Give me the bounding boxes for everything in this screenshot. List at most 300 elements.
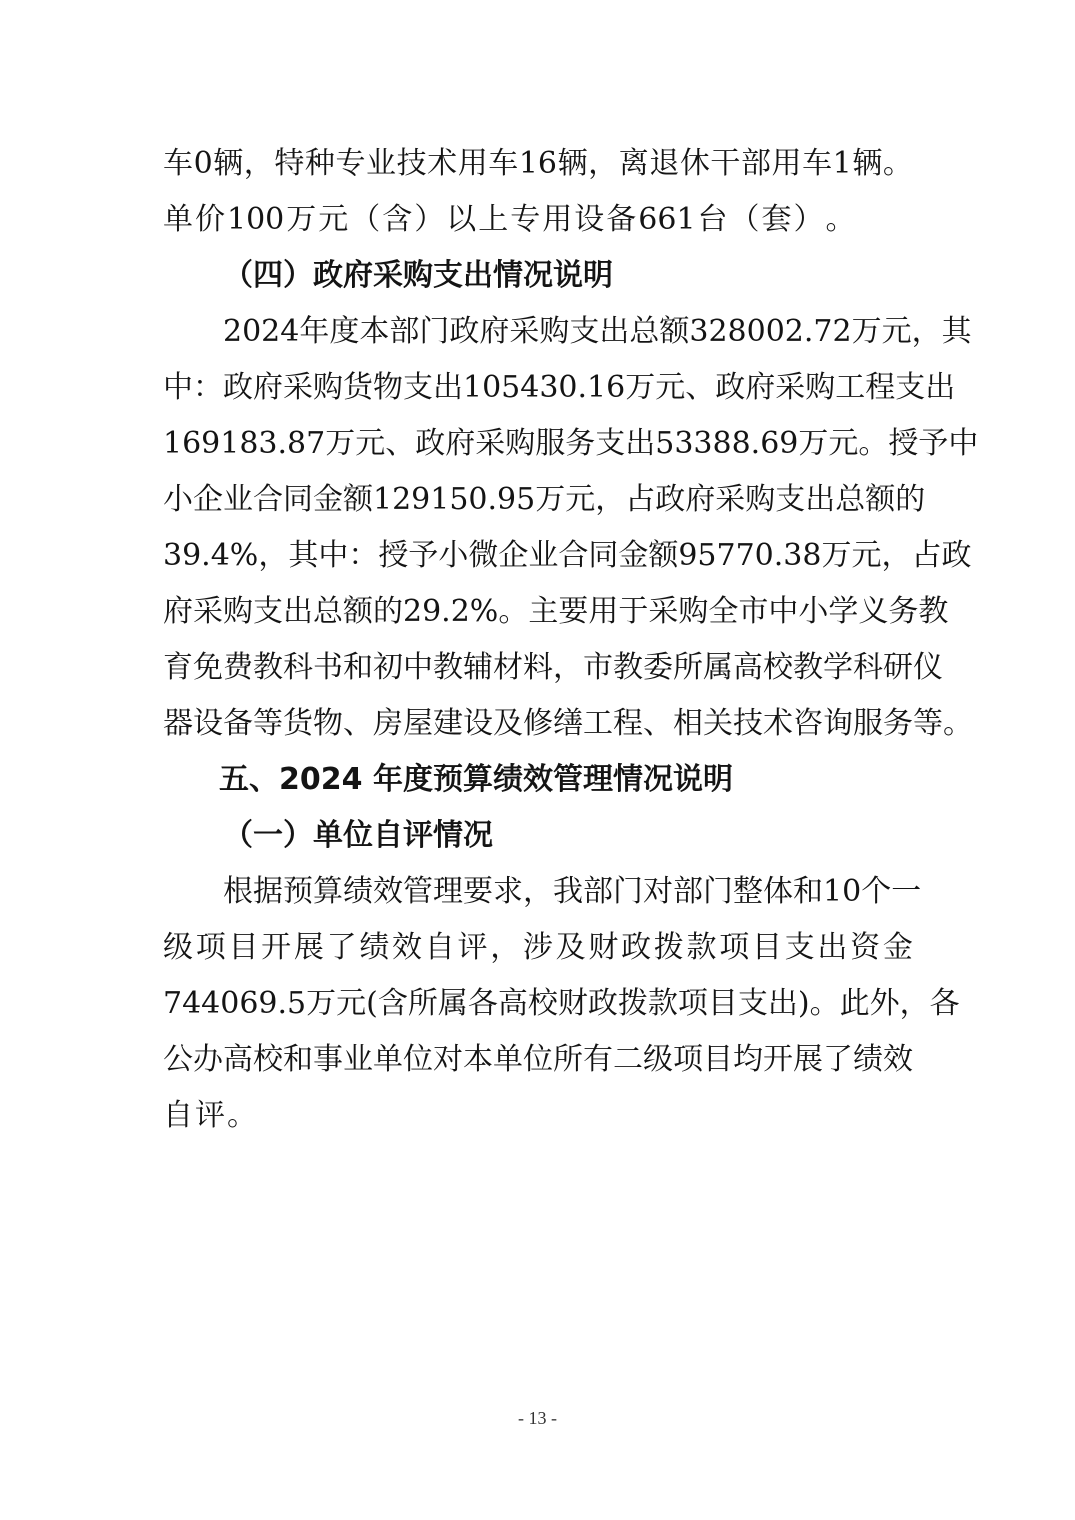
- text-run: 95770.38: [678, 538, 822, 573]
- text-run: 初: [373, 650, 403, 685]
- text-run: 我: [553, 874, 583, 909]
- text-run: 教: [433, 650, 463, 685]
- text-run: 套: [761, 202, 792, 237]
- text-run: 元: [355, 426, 386, 461]
- text-run: ，: [523, 874, 553, 909]
- text-run: 等: [913, 706, 943, 741]
- text-run: 328002.72: [689, 314, 852, 349]
- text-run: (: [366, 986, 378, 1021]
- text-run: 微: [468, 538, 499, 573]
- text-run: 关: [703, 706, 733, 741]
- text-run: 辅: [463, 650, 493, 685]
- text-run: 位: [403, 1042, 433, 1077]
- text-run: 均: [733, 1042, 763, 1077]
- text-run: （: [729, 202, 760, 237]
- text-run: 绩: [343, 874, 373, 909]
- text-line: [163, 584, 949, 640]
- text-run: 额: [648, 538, 679, 573]
- text-run: 含: [382, 202, 413, 237]
- text-run: 出: [805, 482, 836, 517]
- text-run: 合: [253, 482, 283, 517]
- text-run: 相: [673, 706, 703, 741]
- section-heading-5: 五、2024 年度预算绩效管理情况说明: [219, 762, 733, 797]
- text-run: 务: [888, 594, 919, 629]
- text-run: 和: [343, 650, 373, 685]
- text-run: 和: [283, 1042, 313, 1077]
- text-run: 器: [163, 706, 193, 741]
- page-number: - 13 -: [518, 1408, 557, 1428]
- text-run: 、: [343, 706, 373, 741]
- subsection-heading-5-1: （一）单位自评情况: [223, 818, 493, 853]
- text-run: 予: [918, 426, 949, 461]
- text-run: 。: [882, 146, 913, 181]
- text-run: 自: [163, 1098, 193, 1133]
- text-run: 上: [478, 202, 509, 237]
- text-run: 政: [655, 482, 686, 517]
- text-run: 小: [163, 482, 193, 517]
- text-run: 用: [588, 594, 619, 629]
- text-run: 于: [618, 594, 649, 629]
- text-run: 中: [948, 426, 979, 461]
- text-run: 退: [649, 146, 680, 181]
- text-run: 府: [479, 314, 510, 349]
- text-run: 等: [253, 706, 283, 741]
- text-run: 万: [851, 314, 882, 349]
- text-run: 出: [625, 426, 656, 461]
- text-run: 及: [555, 930, 586, 965]
- text-run: ): [797, 986, 810, 1021]
- text-run: 府: [163, 594, 193, 629]
- text-run: 询: [823, 706, 853, 741]
- text-run: 部: [673, 874, 703, 909]
- text-run: 高: [223, 1042, 253, 1077]
- text-run: 料: [523, 650, 553, 685]
- text-run: 额: [865, 482, 896, 517]
- text-run: 支: [775, 482, 806, 517]
- text-run: ，: [553, 650, 583, 685]
- text-run: 开: [261, 930, 292, 965]
- text-run: 采: [509, 314, 540, 349]
- text-run: 据: [253, 874, 283, 909]
- text-run: 元: [565, 482, 596, 517]
- text-run: 129150.95: [373, 482, 536, 517]
- text-run: 免: [193, 650, 223, 685]
- text-run: 用: [771, 146, 802, 181]
- text-run: 科: [853, 650, 883, 685]
- text-run: 企: [498, 538, 529, 573]
- text-run: ，: [588, 146, 619, 181]
- text-run: 物: [373, 370, 403, 405]
- text-run: 展: [793, 1042, 823, 1077]
- text-run: 学: [828, 594, 859, 629]
- text-run: 委: [643, 650, 673, 685]
- text-run: 台: [697, 202, 728, 237]
- text-run: 政: [941, 538, 972, 573]
- text-run: 房: [373, 706, 403, 741]
- text-run: 各: [929, 986, 960, 1021]
- text-run: 整: [733, 874, 763, 909]
- text-run: 。: [825, 202, 856, 237]
- text-line: [163, 1088, 913, 1144]
- text-run: 教: [918, 594, 949, 629]
- text-run: 工: [835, 370, 866, 405]
- text-run: 出: [817, 930, 848, 965]
- text-run: 金: [618, 538, 649, 573]
- text-run: 出: [767, 986, 798, 1021]
- text-run: 支: [737, 986, 768, 1021]
- text-run: 根: [223, 874, 253, 909]
- text-run: 程: [865, 370, 896, 405]
- text-run: 744069.5: [163, 986, 307, 1021]
- text-run: 拨: [617, 986, 648, 1021]
- text-run: 额: [343, 482, 373, 517]
- text-run: 辆: [852, 146, 883, 181]
- text-run: 1: [832, 146, 852, 181]
- text-run: 技: [733, 706, 763, 741]
- text-line: [163, 416, 979, 472]
- text-run: 53388.69: [655, 426, 799, 461]
- text-run: 了: [823, 1042, 853, 1077]
- text-line: [163, 640, 943, 696]
- text-run: 车: [488, 146, 519, 181]
- text-run: 材: [493, 650, 523, 685]
- text-run: 府: [685, 482, 716, 517]
- text-run: 金: [882, 930, 913, 965]
- text-run: 购: [223, 594, 253, 629]
- text-run: 算: [313, 874, 343, 909]
- text-run: 出: [433, 370, 463, 405]
- text-run: 府: [745, 370, 776, 405]
- text-run: 购: [505, 426, 536, 461]
- text-run: 元: [655, 370, 686, 405]
- text-run: 校: [527, 986, 558, 1021]
- text-run: 年: [299, 314, 330, 349]
- text-run: 业: [528, 538, 559, 573]
- text-run: 此: [839, 986, 870, 1021]
- text-run: 项: [195, 930, 226, 965]
- text-run: 车: [163, 146, 193, 181]
- text-run: 对: [433, 1042, 463, 1077]
- text-run: 货: [343, 370, 373, 405]
- text-line: [163, 920, 913, 976]
- text-run: 业: [223, 482, 253, 517]
- text-run: 以: [446, 202, 477, 237]
- text-run: 单: [493, 1042, 523, 1077]
- text-run: 100: [227, 202, 285, 237]
- text-run: 程: [613, 706, 643, 741]
- text-run: 市: [583, 650, 613, 685]
- text-run: 研: [883, 650, 913, 685]
- text-run: 术: [427, 146, 458, 181]
- text-run: 辆: [213, 146, 244, 181]
- text-run: 办: [193, 1042, 223, 1077]
- text-run: 39.4%: [163, 538, 259, 573]
- text-run: 种: [304, 146, 335, 181]
- text-run: 缮: [553, 706, 583, 741]
- text-run: 外: [869, 986, 900, 1021]
- text-run: 离: [618, 146, 649, 181]
- text-run: 政: [223, 370, 253, 405]
- text-run: 万: [286, 202, 317, 237]
- text-run: 个: [861, 874, 892, 909]
- text-run: 书: [313, 650, 343, 685]
- text-run: 政: [621, 930, 652, 965]
- text-run: 要: [463, 874, 493, 909]
- text-run: 全: [708, 594, 739, 629]
- text-run: 效: [392, 930, 423, 965]
- text-run: ）: [414, 202, 445, 237]
- text-run: 专: [510, 202, 541, 237]
- text-run: 目: [707, 986, 738, 1021]
- text-line: [163, 864, 922, 920]
- text-run: 级: [643, 1042, 673, 1077]
- text-run: 备: [606, 202, 637, 237]
- text-run: 额: [659, 314, 690, 349]
- text-run: 对: [643, 874, 673, 909]
- text-run: 评: [457, 930, 488, 965]
- text-run: 购: [678, 594, 709, 629]
- text-run: 展: [293, 930, 324, 965]
- text-run: ，: [258, 538, 289, 573]
- text-line: [163, 304, 972, 360]
- text-run: 教: [613, 650, 643, 685]
- text-run: 支: [403, 370, 433, 405]
- text-run: 款: [686, 930, 717, 965]
- text-run: 开: [763, 1042, 793, 1077]
- text-run: 。: [498, 594, 529, 629]
- text-run: ，: [243, 146, 274, 181]
- text-run: 金: [313, 482, 343, 517]
- text-run: 休: [679, 146, 710, 181]
- text-line: [163, 1032, 913, 1088]
- text-run: ，: [911, 314, 942, 349]
- text-run: 万: [821, 538, 852, 573]
- text-run: 部: [583, 874, 613, 909]
- text-run: 部: [389, 314, 420, 349]
- text-run: 出: [599, 314, 630, 349]
- text-run: 万: [535, 482, 566, 517]
- text-run: 用: [542, 202, 573, 237]
- text-run: 出: [925, 370, 956, 405]
- text-run: 政: [587, 986, 618, 1021]
- text-run: 用: [457, 146, 488, 181]
- text-run: 备: [223, 706, 253, 741]
- text-run: 政: [715, 370, 746, 405]
- text-run: 绩: [853, 1042, 883, 1077]
- text-run: 车: [802, 146, 833, 181]
- text-run: ，: [595, 482, 626, 517]
- text-run: 建: [433, 706, 463, 741]
- text-run: 效: [373, 874, 403, 909]
- text-run: 管: [403, 874, 433, 909]
- text-run: 价: [195, 202, 225, 237]
- text-run: 高: [733, 650, 763, 685]
- text-run: 教: [253, 650, 283, 685]
- text-run: 目: [751, 930, 782, 965]
- text-run: 财: [557, 986, 588, 1021]
- text-run: 府: [253, 370, 283, 405]
- text-line: [163, 136, 913, 192]
- text-run: 同: [588, 538, 619, 573]
- page-body: [163, 136, 979, 1144]
- text-run: 合: [558, 538, 589, 573]
- text-run: 设: [463, 706, 493, 741]
- text-run: 款: [647, 986, 678, 1021]
- text-run: 物: [313, 706, 343, 741]
- text-run: 公: [163, 1042, 193, 1077]
- text-run: 万: [798, 426, 829, 461]
- text-run: 10: [823, 874, 862, 909]
- text-run: 采: [475, 426, 506, 461]
- text-run: 涉: [522, 930, 553, 965]
- text-run: 政: [415, 426, 446, 461]
- text-run: 目: [703, 1042, 733, 1077]
- text-run: 所: [407, 986, 438, 1021]
- text-run: 高: [497, 986, 528, 1021]
- text-run: 2024: [223, 314, 300, 349]
- text-run: 中: [163, 370, 193, 405]
- text-run: 干: [710, 146, 741, 181]
- text-run: 元: [318, 202, 349, 237]
- text-run: 占: [911, 538, 942, 573]
- text-run: 、: [643, 706, 673, 741]
- text-run: 要: [558, 594, 589, 629]
- text-run: 位: [523, 1042, 553, 1077]
- text-run: 单: [163, 202, 193, 237]
- text-run: 支: [569, 314, 600, 349]
- text-run: 政: [449, 314, 480, 349]
- text-run: 所: [673, 650, 703, 685]
- text-run: 资: [850, 930, 881, 965]
- text-run: 。: [858, 426, 889, 461]
- text-run: 自: [424, 930, 455, 965]
- text-run: 属: [703, 650, 733, 685]
- text-run: 一: [891, 874, 922, 909]
- text-run: 。: [943, 706, 973, 741]
- text-run: ：: [348, 538, 379, 573]
- text-run: 本: [359, 314, 390, 349]
- text-run: 予: [408, 538, 439, 573]
- text-run: 。: [809, 986, 840, 1021]
- text-run: 门: [419, 314, 450, 349]
- text-run: 拨: [653, 930, 684, 965]
- text-run: 业: [366, 146, 397, 181]
- text-run: 总: [313, 594, 343, 629]
- text-run: 。: [227, 1098, 257, 1133]
- text-run: 辆: [557, 146, 588, 181]
- text-run: 修: [523, 706, 553, 741]
- text-run: 额: [343, 594, 373, 629]
- text-run: 支: [895, 370, 926, 405]
- text-run: 效: [883, 1042, 913, 1077]
- text-run: 财: [588, 930, 619, 965]
- text-run: （: [350, 202, 381, 237]
- text-run: 事: [313, 1042, 343, 1077]
- text-line: [163, 528, 972, 584]
- text-run: ，: [490, 930, 521, 965]
- text-run: 购: [313, 370, 343, 405]
- text-run: %: [469, 594, 499, 629]
- text-run: 门: [613, 874, 643, 909]
- text-run: 、: [685, 370, 716, 405]
- text-line: [163, 696, 973, 752]
- text-run: 661: [638, 202, 696, 237]
- text-run: 项: [673, 1042, 703, 1077]
- text-run: ）: [793, 202, 824, 237]
- text-line: [163, 472, 926, 528]
- text-run: 科: [283, 650, 313, 685]
- text-run: 采: [193, 594, 223, 629]
- text-run: 度: [329, 314, 360, 349]
- text-run: 求: [493, 874, 523, 909]
- text-run: 中: [318, 538, 349, 573]
- text-run: 169183.87: [163, 426, 326, 461]
- text-run: 、: [385, 426, 416, 461]
- text-run: 万: [306, 986, 337, 1021]
- text-run: 项: [719, 930, 750, 965]
- text-run: 采: [715, 482, 746, 517]
- text-run: 购: [539, 314, 570, 349]
- text-line: [163, 976, 960, 1032]
- text-run: 了: [326, 930, 357, 965]
- text-run: 设: [574, 202, 605, 237]
- text-run: 同: [283, 482, 313, 517]
- text-run: 门: [703, 874, 733, 909]
- text-run: 总: [835, 482, 866, 517]
- text-run: 采: [283, 370, 313, 405]
- text-run: 的: [895, 482, 926, 517]
- text-run: 支: [595, 426, 626, 461]
- text-run: 咨: [793, 706, 823, 741]
- text-run: 理: [433, 874, 463, 909]
- text-run: 小: [438, 538, 469, 573]
- text-run: 占: [625, 482, 656, 517]
- text-run: 主: [528, 594, 559, 629]
- text-run: 术: [763, 706, 793, 741]
- text-run: 专: [335, 146, 366, 181]
- text-run: 服: [853, 706, 883, 741]
- text-run: 的: [373, 594, 403, 629]
- text-run: 105430.16: [463, 370, 626, 405]
- text-run: 授: [378, 538, 409, 573]
- text-run: 0: [193, 146, 213, 181]
- text-run: 万: [325, 426, 356, 461]
- text-run: 元: [828, 426, 859, 461]
- text-run: 授: [888, 426, 919, 461]
- text-run: 工: [583, 706, 613, 741]
- text-run: 育: [163, 650, 193, 685]
- text-run: 绩: [359, 930, 390, 965]
- text-run: 府: [445, 426, 476, 461]
- text-run: 购: [805, 370, 836, 405]
- text-run: 支: [253, 594, 283, 629]
- text-run: 中: [768, 594, 799, 629]
- text-run: 总: [629, 314, 660, 349]
- text-run: 义: [858, 594, 889, 629]
- text-run: 仪: [913, 650, 943, 685]
- text-run: ，: [881, 538, 912, 573]
- text-run: 教: [793, 650, 823, 685]
- text-run: 级: [163, 930, 193, 965]
- text-run: 16: [518, 146, 558, 181]
- text-run: 出: [283, 594, 313, 629]
- text-run: 校: [763, 650, 793, 685]
- text-run: 货: [283, 706, 313, 741]
- text-run: 费: [223, 650, 253, 685]
- text-run: 中: [403, 650, 433, 685]
- text-line: [163, 192, 913, 248]
- text-run: 其: [941, 314, 972, 349]
